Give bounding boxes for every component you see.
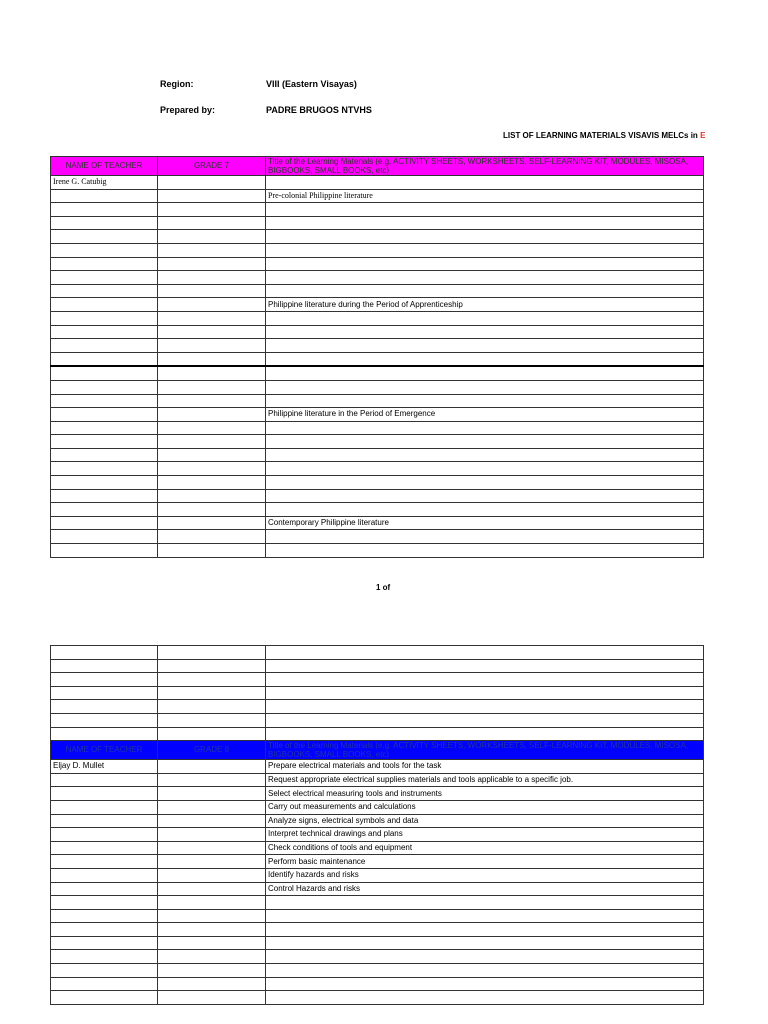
table-row <box>51 544 704 558</box>
topic-cell: Interpret technical drawings and plans <box>266 828 704 842</box>
table-row <box>51 828 704 842</box>
table-row <box>51 760 704 774</box>
topic-cell: Analyze signs, electrical symbols and data <box>266 814 704 828</box>
table-row <box>51 176 704 190</box>
topic-cell: Contemporary Philippine literature <box>266 516 704 530</box>
table-row <box>51 855 704 869</box>
table-row <box>51 243 704 257</box>
col-title-header: Title of the Learning Materials (e.g. ACTIVITY SHEETS, WORKSHEETS, SELF-LEARNING KIT, MODULES, MISOSA, BIGBOOKS, SMALL BOOKS, etc) <box>266 157 704 176</box>
topic-cell: Carry out measurements and calculations <box>266 800 704 814</box>
table-row <box>51 977 704 991</box>
table-row <box>51 503 704 517</box>
teacher-name: Irene G. Catubig <box>51 176 158 190</box>
table-row <box>51 476 704 490</box>
table-row <box>51 950 704 964</box>
table-row <box>51 646 704 660</box>
table-row <box>51 271 704 285</box>
teacher-name: Eljay D. Mullet <box>51 760 158 774</box>
table-row <box>51 991 704 1005</box>
table-header-row <box>51 157 704 176</box>
table-row <box>51 713 704 727</box>
table-row <box>51 800 704 814</box>
topic-cell: Philippine literature in the Period of Emergence <box>266 408 704 422</box>
table-row <box>51 516 704 530</box>
table-row <box>51 230 704 244</box>
topic-cell: Pre-colonial Philippine literature <box>266 189 704 203</box>
col-grade-header: GRADE 7 <box>158 157 266 176</box>
table-row <box>51 868 704 882</box>
table-row <box>51 352 704 366</box>
table-row <box>51 882 704 896</box>
col-teacher-header: NAME OF TEACHER <box>51 741 158 760</box>
table-row <box>51 489 704 503</box>
title-cell <box>266 176 704 190</box>
topic-cell: Select electrical measuring tools and instruments <box>266 787 704 801</box>
table-row <box>51 203 704 217</box>
topic-cell: Philippine literature during the Period of Apprenticeship <box>266 298 704 312</box>
table-row <box>51 448 704 462</box>
table-row <box>51 814 704 828</box>
table-row <box>51 936 704 950</box>
prepared-by-value: PADRE BRUGOS NTVHS <box>266 105 372 115</box>
table-row <box>51 909 704 923</box>
table-row <box>51 923 704 937</box>
grade-cell <box>158 176 266 190</box>
table-row <box>51 686 704 700</box>
table-row <box>51 727 704 741</box>
learning-materials-table-grade7 <box>50 156 704 558</box>
table-row <box>51 787 704 801</box>
table-row <box>51 421 704 435</box>
topic-cell: Check conditions of tools and equipment <box>266 841 704 855</box>
table-row <box>51 311 704 325</box>
topic-cell: Request appropriate electrical supplies materials and tools applicable to a specific job. <box>266 773 704 787</box>
table-row <box>51 366 704 380</box>
col-teacher-header: NAME OF TEACHER <box>51 157 158 176</box>
page-number: 1 of <box>376 583 391 592</box>
table-row <box>51 257 704 271</box>
sheet-title <box>503 131 768 140</box>
table-row <box>51 189 704 203</box>
table-row <box>51 841 704 855</box>
table-row <box>51 325 704 339</box>
table-row <box>51 700 704 714</box>
region-value: VIII (Eastern Visayas) <box>266 79 357 89</box>
sheet-title-cut: E <box>700 131 706 140</box>
table-row <box>51 773 704 787</box>
table-row <box>51 964 704 978</box>
topic-cell: Prepare electrical materials and tools for the task <box>266 760 704 774</box>
table-row <box>51 284 704 298</box>
sheet-title-text: LIST OF LEARNING MATERIALS VISAVIS MELCs in <box>503 131 698 140</box>
table-row <box>51 530 704 544</box>
table-row <box>51 659 704 673</box>
table-header-row <box>51 741 704 760</box>
region-label: Region: <box>160 79 194 89</box>
table-row <box>51 394 704 408</box>
col-grade-header: GRADE 8 <box>158 741 266 760</box>
table-row <box>51 673 704 687</box>
table-row <box>51 298 704 312</box>
col-title-header: Title of the Learning Materials (e.g. ACTIVITY SHEETS, WORKSHEETS, SELF-LEARNING KIT, MODULES, MISOSA, BIGBOOKS, SMALL BOOKS, etc) <box>266 741 704 760</box>
table-row <box>51 339 704 353</box>
table-row <box>51 216 704 230</box>
table-row <box>51 462 704 476</box>
topic-cell: Identify hazards and risks <box>266 868 704 882</box>
learning-materials-table-grade8 <box>50 645 704 1005</box>
topic-cell: Control Hazards and risks <box>266 882 704 896</box>
table-row <box>51 896 704 910</box>
prepared-by-label: Prepared by: <box>160 105 216 115</box>
topic-cell: Perform basic maintenance <box>266 855 704 869</box>
table-row <box>51 380 704 394</box>
table-row <box>51 408 704 422</box>
table-row <box>51 435 704 449</box>
